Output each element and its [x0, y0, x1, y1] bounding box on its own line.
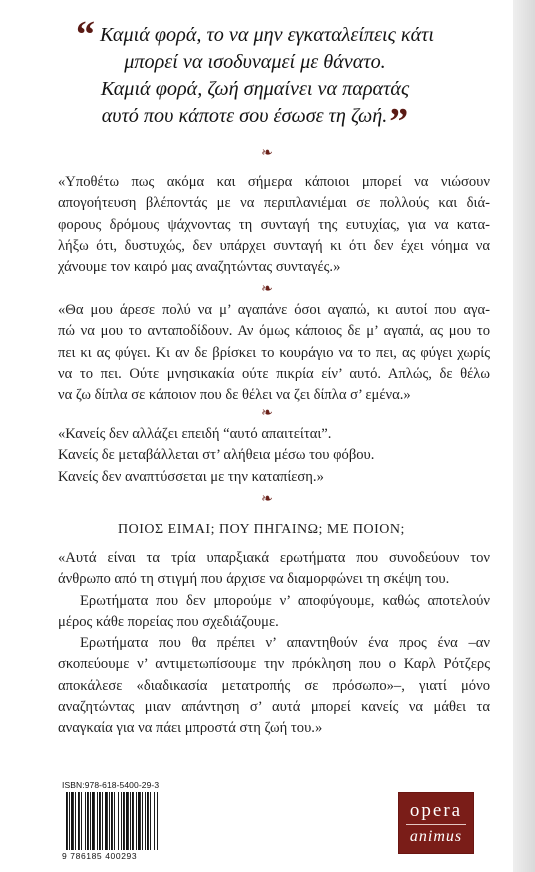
quote-line-3: Καμιά φορά, ζωή σημαίνει να παρατάς: [100, 78, 410, 100]
isbn-label: ISBN:978-618-5400-29-3: [62, 780, 160, 790]
isbn-block: [62, 780, 194, 861]
text-line: χάνουμε τον καιρό μας αναζητώντας συνταγές.»: [58, 259, 341, 276]
text-line: πώ να μου το ανταποδίδουν. Αν όμως κάποιος δε μ’ αγαπά, ας μου το: [58, 323, 490, 340]
text-line: άνθρωπο από τη στιγμή που άρχισε να διαμορφώνει τη σκέψη του.: [58, 571, 450, 588]
text-line: σκοπεύουμε ν’ αντιμετωπίσουμε την πρόκληση που ο Καρλ Ρότζερς: [58, 656, 490, 673]
text-line: μέρος κάθε πορείας που σχεδιάζουμε.: [58, 613, 279, 630]
text-line: Ερωτήματα που θα πρέπει ν’ απαντηθούν ένα προς ένα –αν: [80, 635, 490, 652]
pull-quote: [40, 14, 470, 143]
text-line: να ζω δίπλα σε κάποιον που δε θέλει να ζει δίπλα σ’ εμένα.»: [58, 387, 411, 404]
barcode-digits: 9 786185 400293: [62, 851, 138, 861]
ornament-icon: ❧: [261, 406, 273, 421]
ornament-icon: ❧: [261, 146, 273, 161]
publisher-logo-line2: animus: [409, 828, 463, 845]
publisher-logo: [398, 792, 474, 854]
ornament-icon: ❧: [261, 492, 273, 507]
paragraph-3: [58, 424, 490, 488]
quote-line-2: μπορεί να ισοδυναμεί με θάνατο.: [124, 51, 386, 73]
text-line: «Αυτά είναι τα τρία υπαρξιακά ερωτήματα που συνοδεύουν τον: [58, 550, 490, 566]
paragraph-1: [58, 172, 490, 278]
paragraph-4: [58, 548, 490, 740]
text-line: φορους δρόμους ψάχνοντας τη συνταγή της ευτυχίας, για να κατα-: [58, 216, 490, 233]
text-line: «Υποθέτω πως ακόμα και σήμερα κάποιοι μπορεί να νιώσουν: [58, 174, 490, 190]
text-line: Κανείς δεν αναπτύσσεται με την καταπίεση.»: [58, 468, 324, 485]
barcode-icon: [62, 792, 194, 850]
text-line: «Κανείς δεν αλλάζει επειδή “αυτό απαιτείται”.: [58, 426, 332, 442]
text-line: λήξω ότι, δυστυχώς, δεν υπάρχει συνταγή κι ότι δεν έχει νόημα να: [58, 237, 490, 254]
open-quote-mark: “: [75, 14, 95, 56]
publisher-logo-line1: opera: [409, 800, 463, 821]
ornament-icon: ❧: [261, 282, 273, 297]
text-line: αναγκαία για να πάει μπροστά στη ζωή του.»: [58, 720, 323, 737]
text-line: αποκάλεσε «διαδικασία μετατροπής σε πρόσωπο»–, γιατί μόνο: [58, 677, 490, 694]
section-heading: ΠΟΙΟΣ ΕΙΜΑΙ; ΠΟΥ ΠΗΓΑΙΝΩ; ΜΕ ΠΟΙΟΝ;: [118, 522, 405, 537]
text-line: «Θα μου άρεσε πολύ να μ’ αγαπάνε όσοι αγαπώ, κι αυτοί που αγα-: [58, 302, 490, 318]
text-line: να το πει. Ούτε μνησικακία ούτε πικρία είν’ αυτό. Απλώς, δε θέλω: [58, 365, 490, 382]
paragraph-2: [58, 300, 490, 406]
close-quote-mark: ”: [389, 101, 409, 143]
quote-line-1: “ Καμιά φορά, το να μην εγκαταλείπεις κάτι: [75, 14, 435, 56]
text-line: αναζητώντας μιαν απάντηση σ’ αυτά μπορεί κανείς να μάθει τα: [58, 699, 490, 716]
cover-edge: [513, 0, 535, 872]
text-line: Ερωτήματα που δεν μπορούμε ν’ αποφύγουμε, καθώς αποτελούν: [80, 592, 490, 609]
text-line: απογοήτευση βλέποντάς με να περιπλανιέμαι σε πολλούς και διά-: [58, 195, 490, 212]
text-line: πει κι ας φύγει. Κι αν δε βρίσκει το κουράγιο να το πει, ας φύγει χωρίς: [58, 344, 490, 361]
quote-line-4: αυτό που κάποτε σου έσωσε τη ζωή.”: [101, 101, 409, 143]
text-line: Κανείς δε μεταβάλλεται στ’ αλήθεια μέσω του φόβου.: [58, 447, 375, 464]
